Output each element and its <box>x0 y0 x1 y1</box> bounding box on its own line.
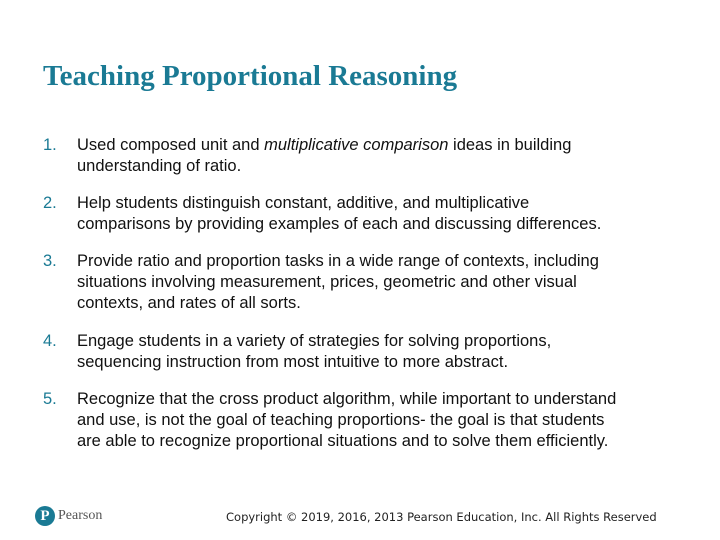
item-text: contexts, and rates of all sorts. <box>77 294 301 312</box>
slide-title: Teaching Proportional Reasoning <box>43 60 458 92</box>
item-text: understanding of ratio. <box>77 157 242 175</box>
item-text-italic: multiplicative comparison <box>264 136 449 154</box>
item-text: Used composed unit and <box>77 136 265 154</box>
item-text: Help students distinguish constant, additive, and multiplicative <box>77 194 530 212</box>
item-number: 4. <box>43 332 57 350</box>
pearson-logo-text: Pearson <box>58 508 103 523</box>
item-text: Recognize that the cross product algorithm, while important to understand <box>77 390 617 408</box>
item-number: 5. <box>43 390 57 408</box>
item-number: 3. <box>43 252 57 270</box>
item-text: ideas in building <box>448 136 572 154</box>
item-text: sequencing instruction from most intuitive to more abstract. <box>77 353 509 371</box>
copyright-notice: Copyright © 2019, 2016, 2013 Pearson Education, Inc. All Rights Reserved <box>226 510 657 524</box>
item-number: 1. <box>43 136 57 154</box>
item-text: Provide ratio and proportion tasks in a wide range of contexts, including <box>77 252 599 270</box>
item-text: situations involving measurement, prices, geometric and other visual <box>77 273 577 291</box>
item-text: comparisons by providing examples of each and discussing differences. <box>77 215 602 233</box>
item-text: Engage students in a variety of strategies for solving proportions, <box>77 332 552 350</box>
item-number: 2. <box>43 194 57 212</box>
pearson-logo <box>35 506 102 526</box>
pearson-logo-icon: P <box>35 506 55 526</box>
item-text: are able to recognize proportional situations and to solve them efficiently. <box>77 432 609 450</box>
item-text: and use, is not the goal of teaching proportions- the goal is that students <box>77 411 605 429</box>
